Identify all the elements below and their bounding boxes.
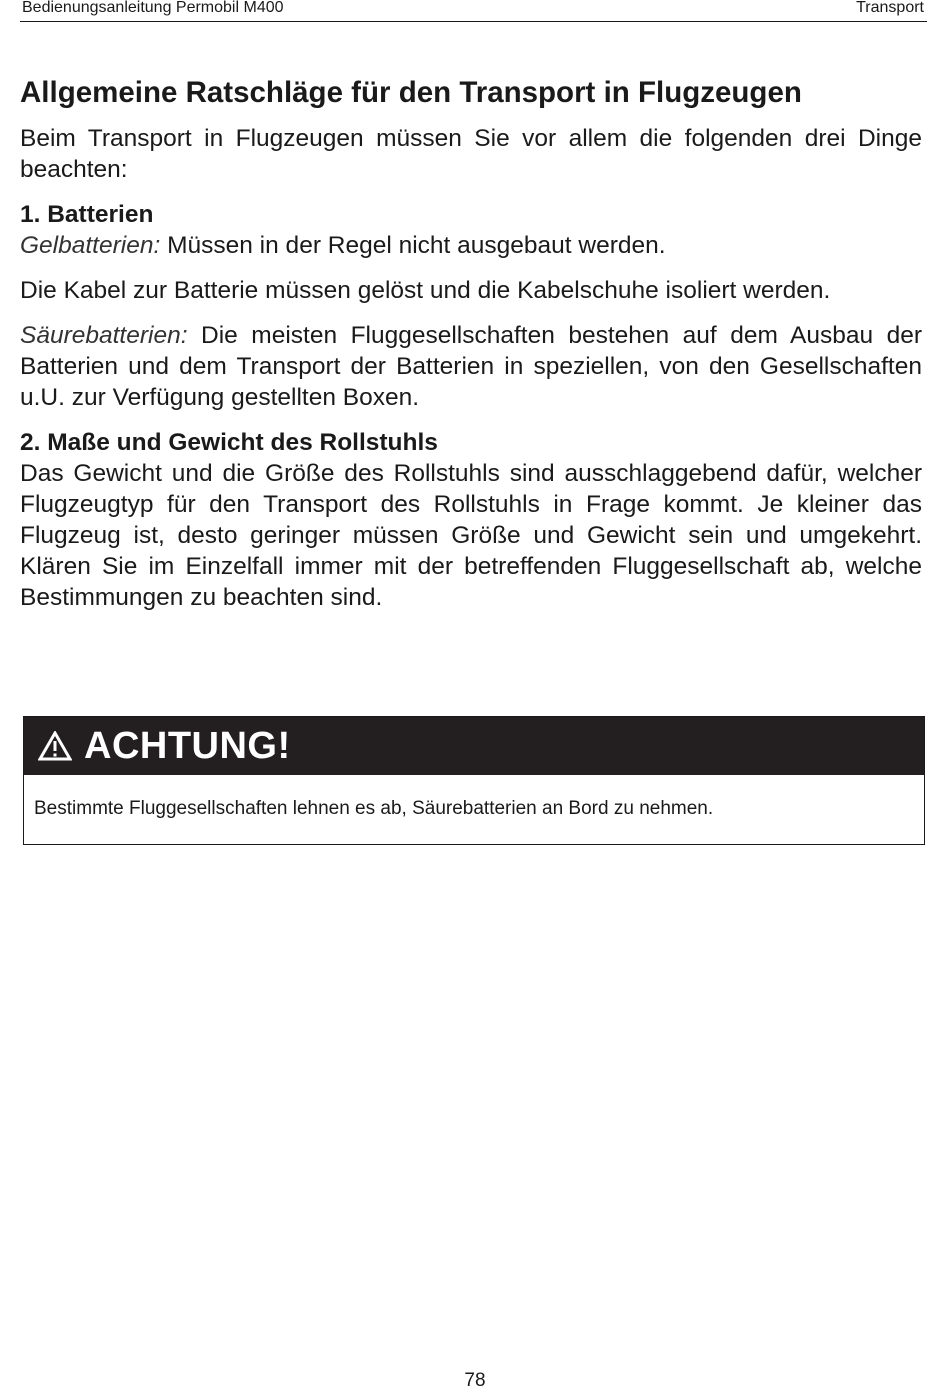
warning-header (24, 717, 924, 775)
dimensions-text: Das Gewicht und die Größe des Rollstuhls sind ausschlaggebend dafür, welcher Flugzeugtyp für den Transport des Rollstuhls in Frage kommt. Je kleiner das Flugzeug ist, desto geringer müssen Größe und Gewicht sein und umgekehrt. Klären Sie im Einzelfall immer mit der betreffenden Fluggesellschaft ab, welche Bestimmungen zu beachten sind. (20, 460, 922, 611)
page-heading: Allgemeine Ratschläge für den Transport in Flugzeugen (20, 76, 802, 109)
section-title-batteries: 1. Batterien (20, 201, 154, 228)
section-title-dimensions: 2. Maße und Gewicht des Rollstuhls (20, 429, 438, 456)
warning-triangle-icon (38, 731, 72, 761)
acid-batteries-term: Säurebatterien: (20, 322, 188, 349)
warning-title: ACHTUNG! (84, 724, 291, 767)
cable-paragraph: Die Kabel zur Batterie müssen gelöst und die Kabelschuhe isoliert werden. (20, 277, 831, 304)
running-header (20, 0, 927, 22)
intro-paragraph: Beim Transport in Flugzeugen müssen Sie vor allem die folgenden drei Dinge beachten: (20, 125, 922, 183)
dimensions-section (20, 427, 922, 613)
warning-text: Bestimmte Fluggesellschaften lehnen es ab, Säurebatterien an Bord zu nehmen. (34, 798, 714, 819)
gel-batteries-term: Gelbatterien: (20, 232, 161, 259)
batteries-section (20, 199, 922, 261)
warning-box (23, 716, 925, 845)
acid-batteries-text: Die meisten Fluggesellschaften bestehen auf dem Ausbau der Batterien und dem Transport der Batterien in speziellen, von den Gesellschaften u.U. zur Verfügung gestellten Boxen. (20, 322, 922, 411)
acid-batteries-paragraph (20, 320, 922, 413)
page-content (20, 74, 922, 627)
gel-batteries-text: Müssen in der Regel nicht ausgebaut werden. (167, 232, 666, 259)
page-number: 78 (464, 1370, 486, 1391)
chapter-title: Transport (856, 0, 924, 16)
manual-title: Bedienungsanleitung Permobil M400 (22, 0, 284, 16)
